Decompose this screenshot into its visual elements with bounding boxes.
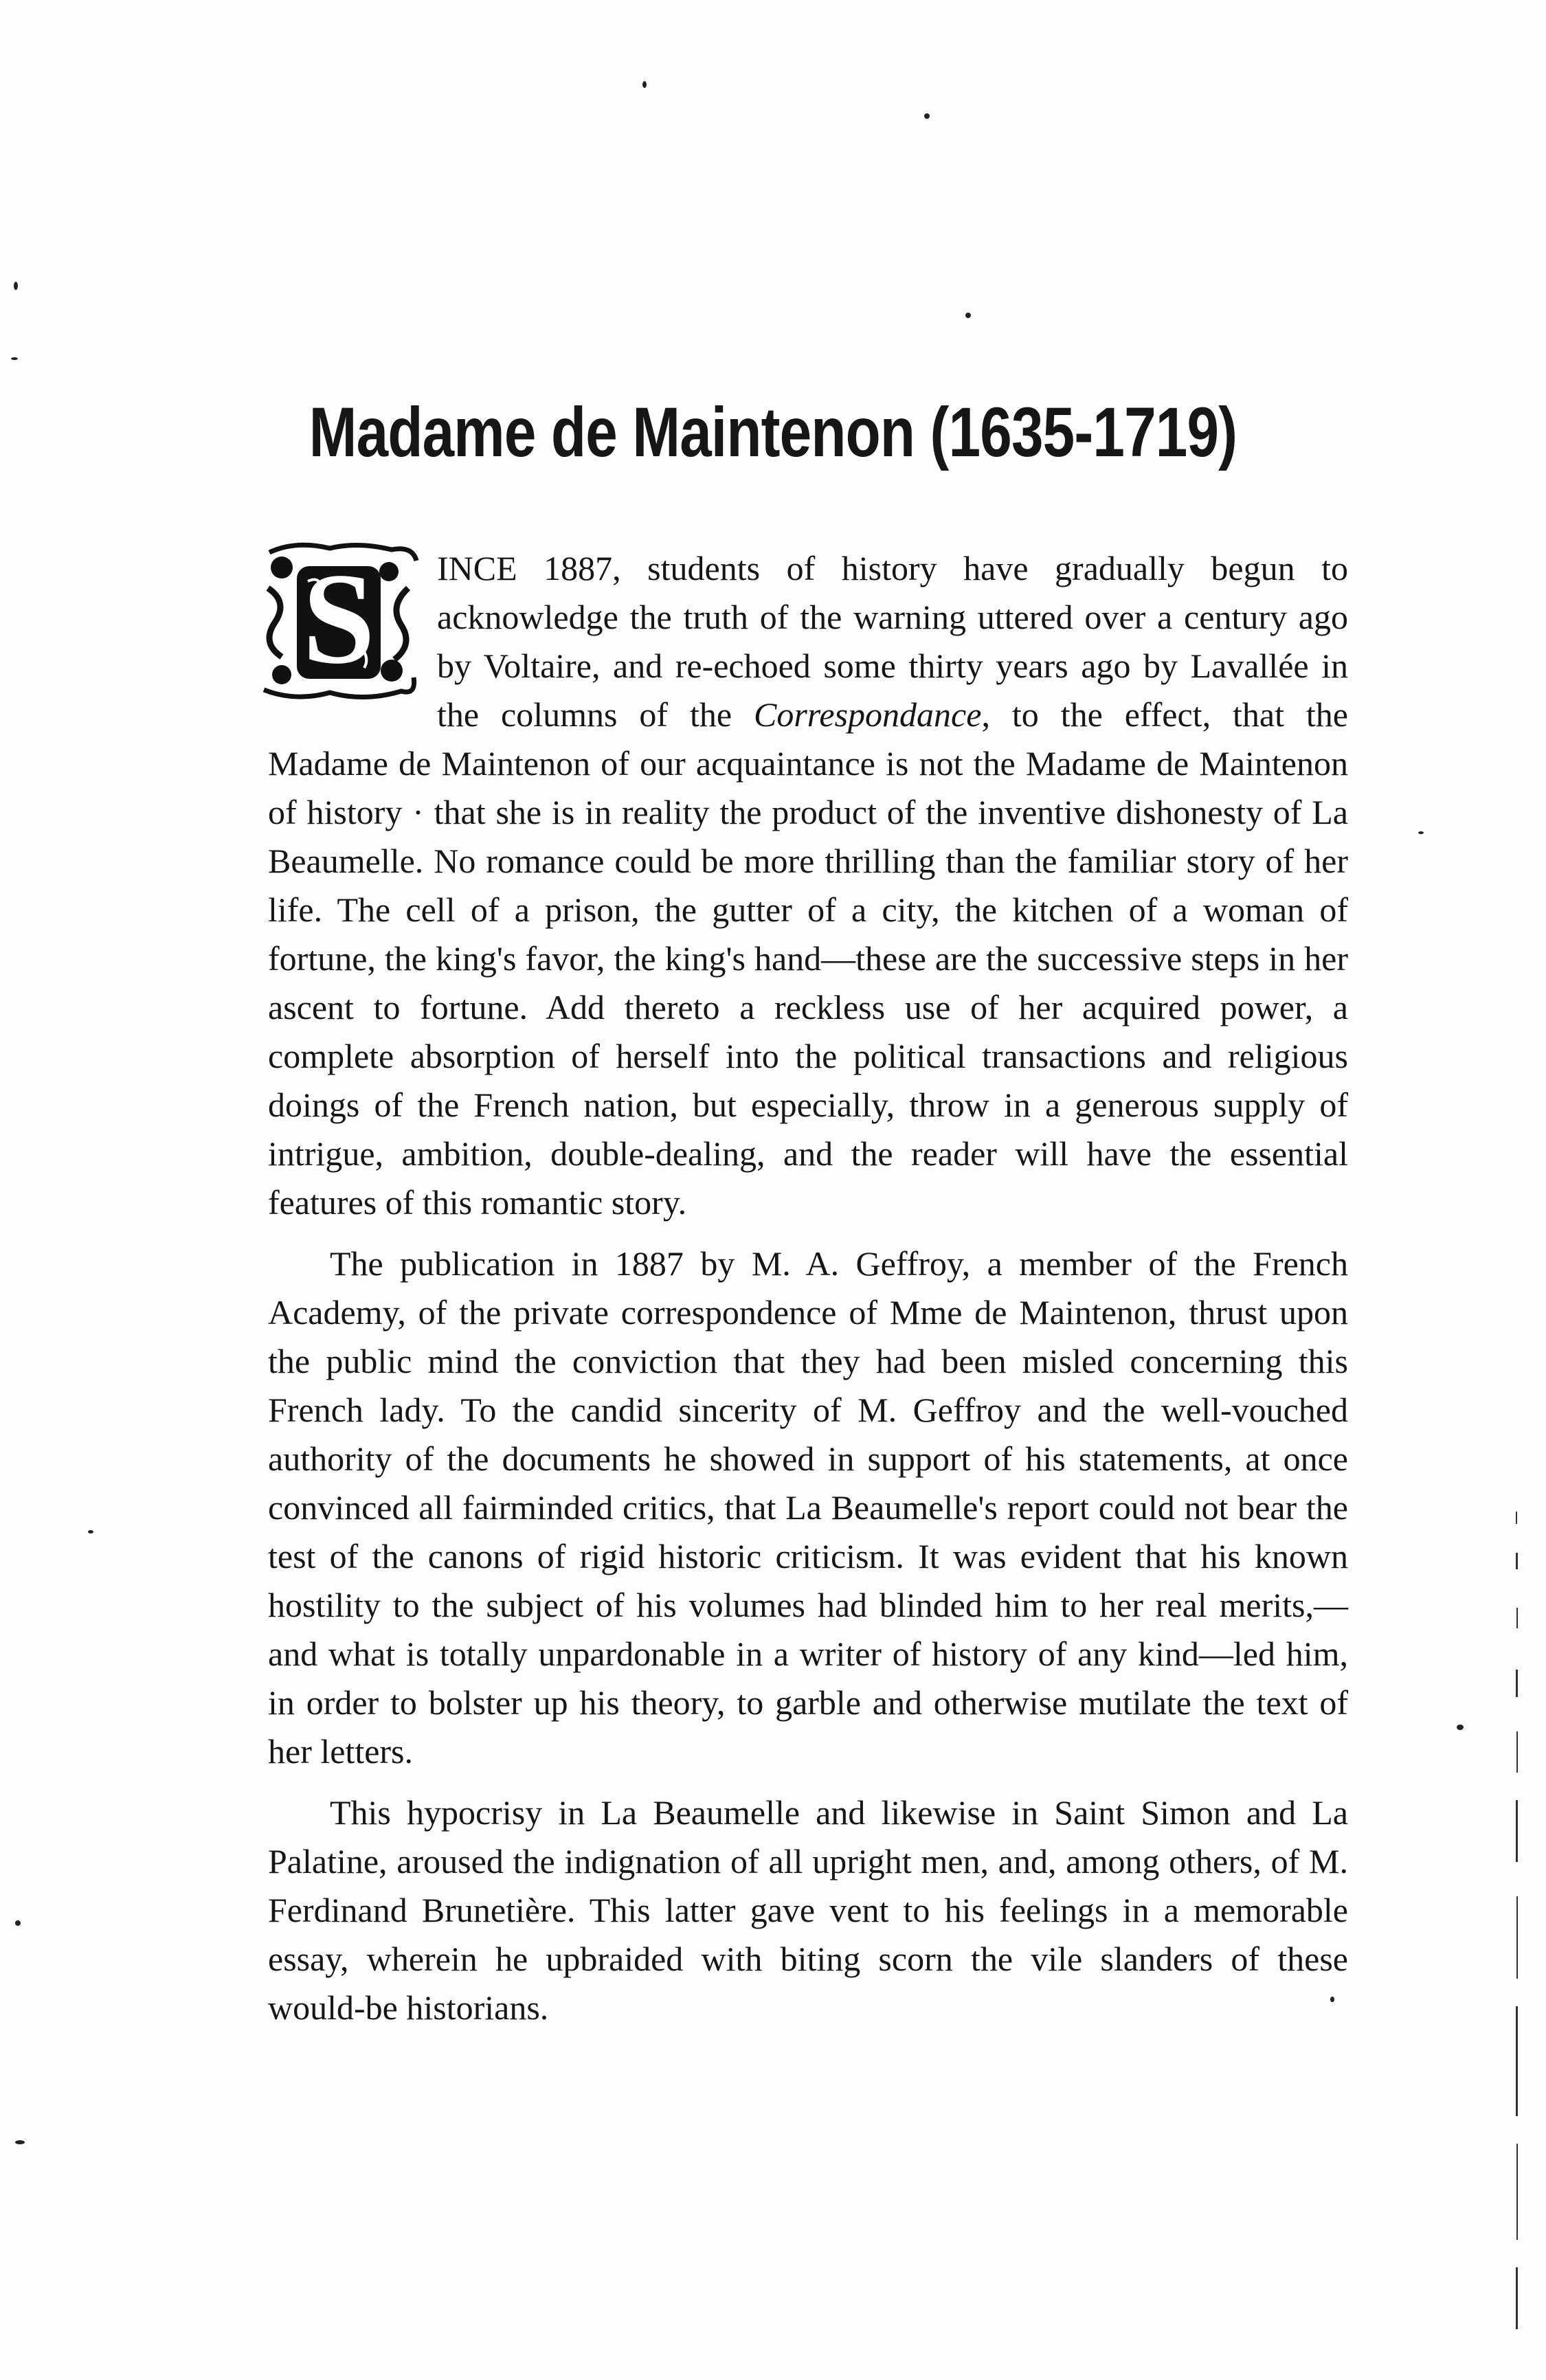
paragraph bbox=[268, 544, 1348, 1227]
italic-title: Correspondance bbox=[753, 695, 982, 734]
first-word: INCE bbox=[437, 549, 517, 587]
article-body bbox=[268, 544, 1348, 2032]
scan-speck bbox=[15, 2140, 25, 2144]
scan-speck bbox=[14, 282, 18, 290]
scan-speck bbox=[1418, 831, 1424, 834]
paragraph: This hypocrisy in La Beaumelle and likewise in Saint Simon and La Palatine, aroused the indignation of all upright men, and, among others, of M. Ferdinand Brunetière. This latter gave vent to his feelings in a memorable essay, wherein he upbraided with biting scorn the vile slanders of these would-be historians. bbox=[268, 1793, 1348, 2027]
paragraph: The publication in 1887 by M. A. Geffroy, a member of the French Academy, of the private correspondence of Mme de Maintenon, thrust upon the public mind the conviction that they had been misled concerning this French lady. To the candid sincerity of M. Geffroy and the well-vouched authority of the documents he showed in support of his statements, at once convinced all fairminded critics, that La Beaumelle's report could not bear the test of the canons of rigid historic criticism. It was evident that his known hostility to the subject of his volumes had blinded him to her real merits,—and what is totally unpardonable in a writer of history of any kind—led him, in order to bolster up his theory, to garble and otherwise mutilate the text of her letters. bbox=[268, 1244, 1348, 1771]
ornamental-dropcap bbox=[254, 540, 422, 702]
scan-speck bbox=[1457, 1725, 1464, 1730]
scan-speck bbox=[965, 313, 971, 318]
scan-speck bbox=[642, 81, 647, 88]
scan-speck bbox=[11, 357, 18, 360]
dropcap-letter: S bbox=[302, 547, 375, 691]
scan-speck bbox=[15, 1920, 21, 1926]
paragraph-text: 1887, students of history have gradually begun to acknowledge the truth of the warning uttered over a century ago by Voltaire, and re-echoed some thirty years ago by Lavallée in the columns of the bbox=[437, 549, 1348, 734]
dropcap-ornament-icon bbox=[254, 540, 422, 702]
scan-speck bbox=[88, 1530, 93, 1534]
margin-scan-marks bbox=[1514, 1512, 1520, 2336]
page-title: Madame de Maintenon (1635-1719) bbox=[309, 393, 1237, 471]
paragraph-text: , to the effect, that the Madame de Maintenon of our acquaintance is not the Madame de Maintenon of history · that she is in reality the product of the inventive dishonesty of La Beaumelle. No romance could be more thrilling than the familiar story of her life. The cell of a prison, the gutter of a city, the kitchen of a woman of fortune, the king's favor, the king's hand—these are the successive steps in her ascent to fortune. Add thereto a reckless use of her acquired power, a complete absorption of herself into the political transactions and religious doings of the French nation, but especially, throw in a generous supply of intrigue, ambition, double-dealing, and the reader will have the essential features of this romantic story. bbox=[268, 695, 1348, 1222]
scan-speck bbox=[924, 113, 930, 119]
